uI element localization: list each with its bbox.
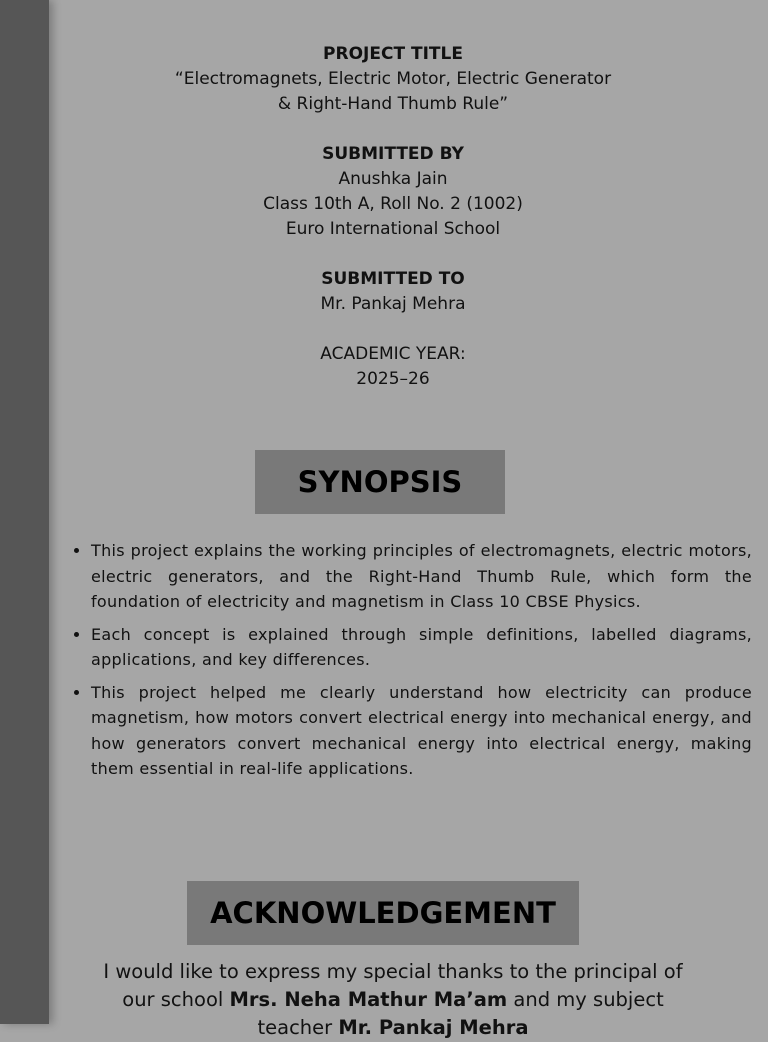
project-title-block <box>50 42 736 117</box>
acknowledgement-text <box>80 958 706 1042</box>
synopsis-point: • Each concept is explained through simple definitions, labelled diagrams, applications, and key differences. <box>91 622 752 673</box>
acknowledgement-line-2 <box>80 986 706 1014</box>
synopsis-heading: SYNOPSIS <box>255 450 505 514</box>
acknowledgement-line-3 <box>80 1014 706 1042</box>
subject-teacher-name: Mr. Pankaj Mehra <box>338 1016 529 1039</box>
project-title-line-1: “Electromagnets, Electric Motor, Electric Generator <box>174 69 612 89</box>
academic-year: 2025–26 <box>356 369 430 389</box>
principal-name: Mrs. Neha Mathur Ma’am <box>229 988 508 1011</box>
cover-details <box>50 42 736 417</box>
synopsis-list <box>75 538 752 789</box>
school-name: Euro International School <box>285 219 501 239</box>
ack-line2-post: and my subject <box>507 988 664 1011</box>
academic-year-label: ACADEMIC YEAR: <box>320 344 466 364</box>
synopsis-point: • This project helped me clearly understand how electricity can produce magnetism, how motors convert electrical energy into mechanical energy, and how generators convert mechanical energy into electrical energy, making them essential in real-life applications. <box>91 680 752 782</box>
student-class: Class 10th A, Roll No. 2 (1002) <box>263 194 523 214</box>
submitted-by-label: SUBMITTED BY <box>322 144 464 164</box>
acknowledgement-line-1: I would like to express my special thanks to the principal of <box>103 960 683 983</box>
teacher-name: Mr. Pankaj Mehra <box>320 294 466 314</box>
submitted-to-label: SUBMITTED TO <box>321 269 465 289</box>
submitted-to-block <box>50 267 736 317</box>
ack-line2-pre: our school <box>122 988 230 1011</box>
synopsis-point: • This project explains the working principles of electromagnets, electric motors, electric generators, and the Right-Hand Thumb Rule, which form the foundation of electricity and magnetism in Class 10 CBSE Physics. <box>91 538 752 615</box>
acknowledgement-heading: ACKNOWLEDGEMENT <box>187 881 579 945</box>
ack-line3-pre: teacher <box>257 1016 339 1039</box>
page-edge-strip <box>0 0 49 1024</box>
project-title-line-2: & Right-Hand Thumb Rule” <box>277 94 509 114</box>
student-name: Anushka Jain <box>338 169 448 189</box>
academic-year-block <box>50 342 736 392</box>
project-title-label: PROJECT TITLE <box>323 44 463 64</box>
submitted-by-block <box>50 142 736 242</box>
